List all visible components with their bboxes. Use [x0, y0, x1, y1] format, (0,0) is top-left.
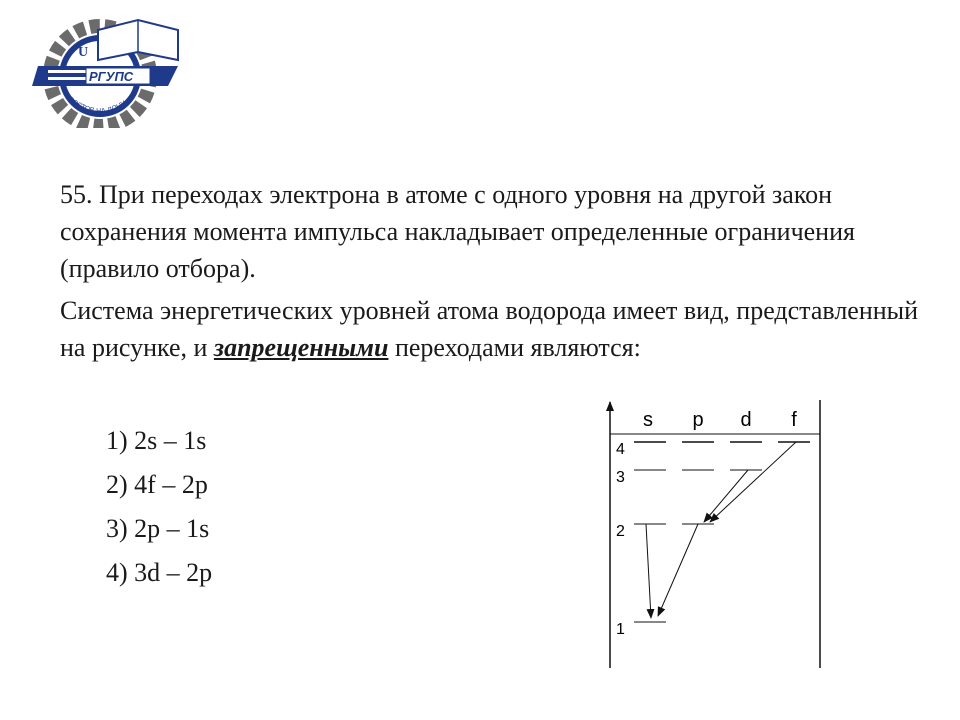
question-paragraph-2-end: переходами являются:: [388, 333, 641, 362]
question-paragraph-2-start: Система энергетических уровней атома водорода имеет вид, представленный на рисунке, и: [60, 296, 919, 362]
answer-option-4[interactable]: 4) 3d – 2p: [106, 558, 213, 587]
answer-option-3[interactable]: 3) 2p – 1s: [106, 514, 210, 543]
energy-level-diagram: [596, 396, 836, 672]
transition-4f-2p: [710, 442, 796, 522]
answer-option-2[interactable]: 2) 4f – 2p: [106, 470, 208, 499]
column-label-p: p: [692, 409, 704, 431]
question-paragraph-1: 55. При переходах электрона в атоме с одного уровня на другой закон сохранения момента импульса накладывает определенные ограничения (правило отбора).: [60, 180, 855, 283]
logo-ring-textpath: РОСТОВ-НА-ДОНУ: [66, 96, 128, 116]
transition-3d-2p: [704, 470, 748, 522]
question-text: [60, 176, 920, 366]
transition-2p-1s: [658, 524, 698, 616]
logo-text: РГУПС: [89, 69, 134, 84]
level-label-4: 4: [616, 441, 625, 458]
column-label-s: s: [643, 409, 653, 431]
column-label-d: d: [740, 409, 752, 431]
rgups-logo: [28, 8, 188, 128]
answer-option-1[interactable]: 1) 2s – 1s: [106, 426, 207, 455]
transition-2s-1s: [646, 524, 651, 618]
column-label-f: f: [791, 409, 797, 431]
logo-letter: U: [78, 45, 89, 60]
level-label-3: 3: [616, 469, 625, 486]
forbidden-emphasis: запрещенными: [213, 333, 389, 362]
question-paragraph-2: [60, 292, 920, 366]
level-label-2: 2: [616, 523, 625, 540]
answer-list: [106, 424, 212, 600]
level-label-1: 1: [616, 621, 625, 638]
